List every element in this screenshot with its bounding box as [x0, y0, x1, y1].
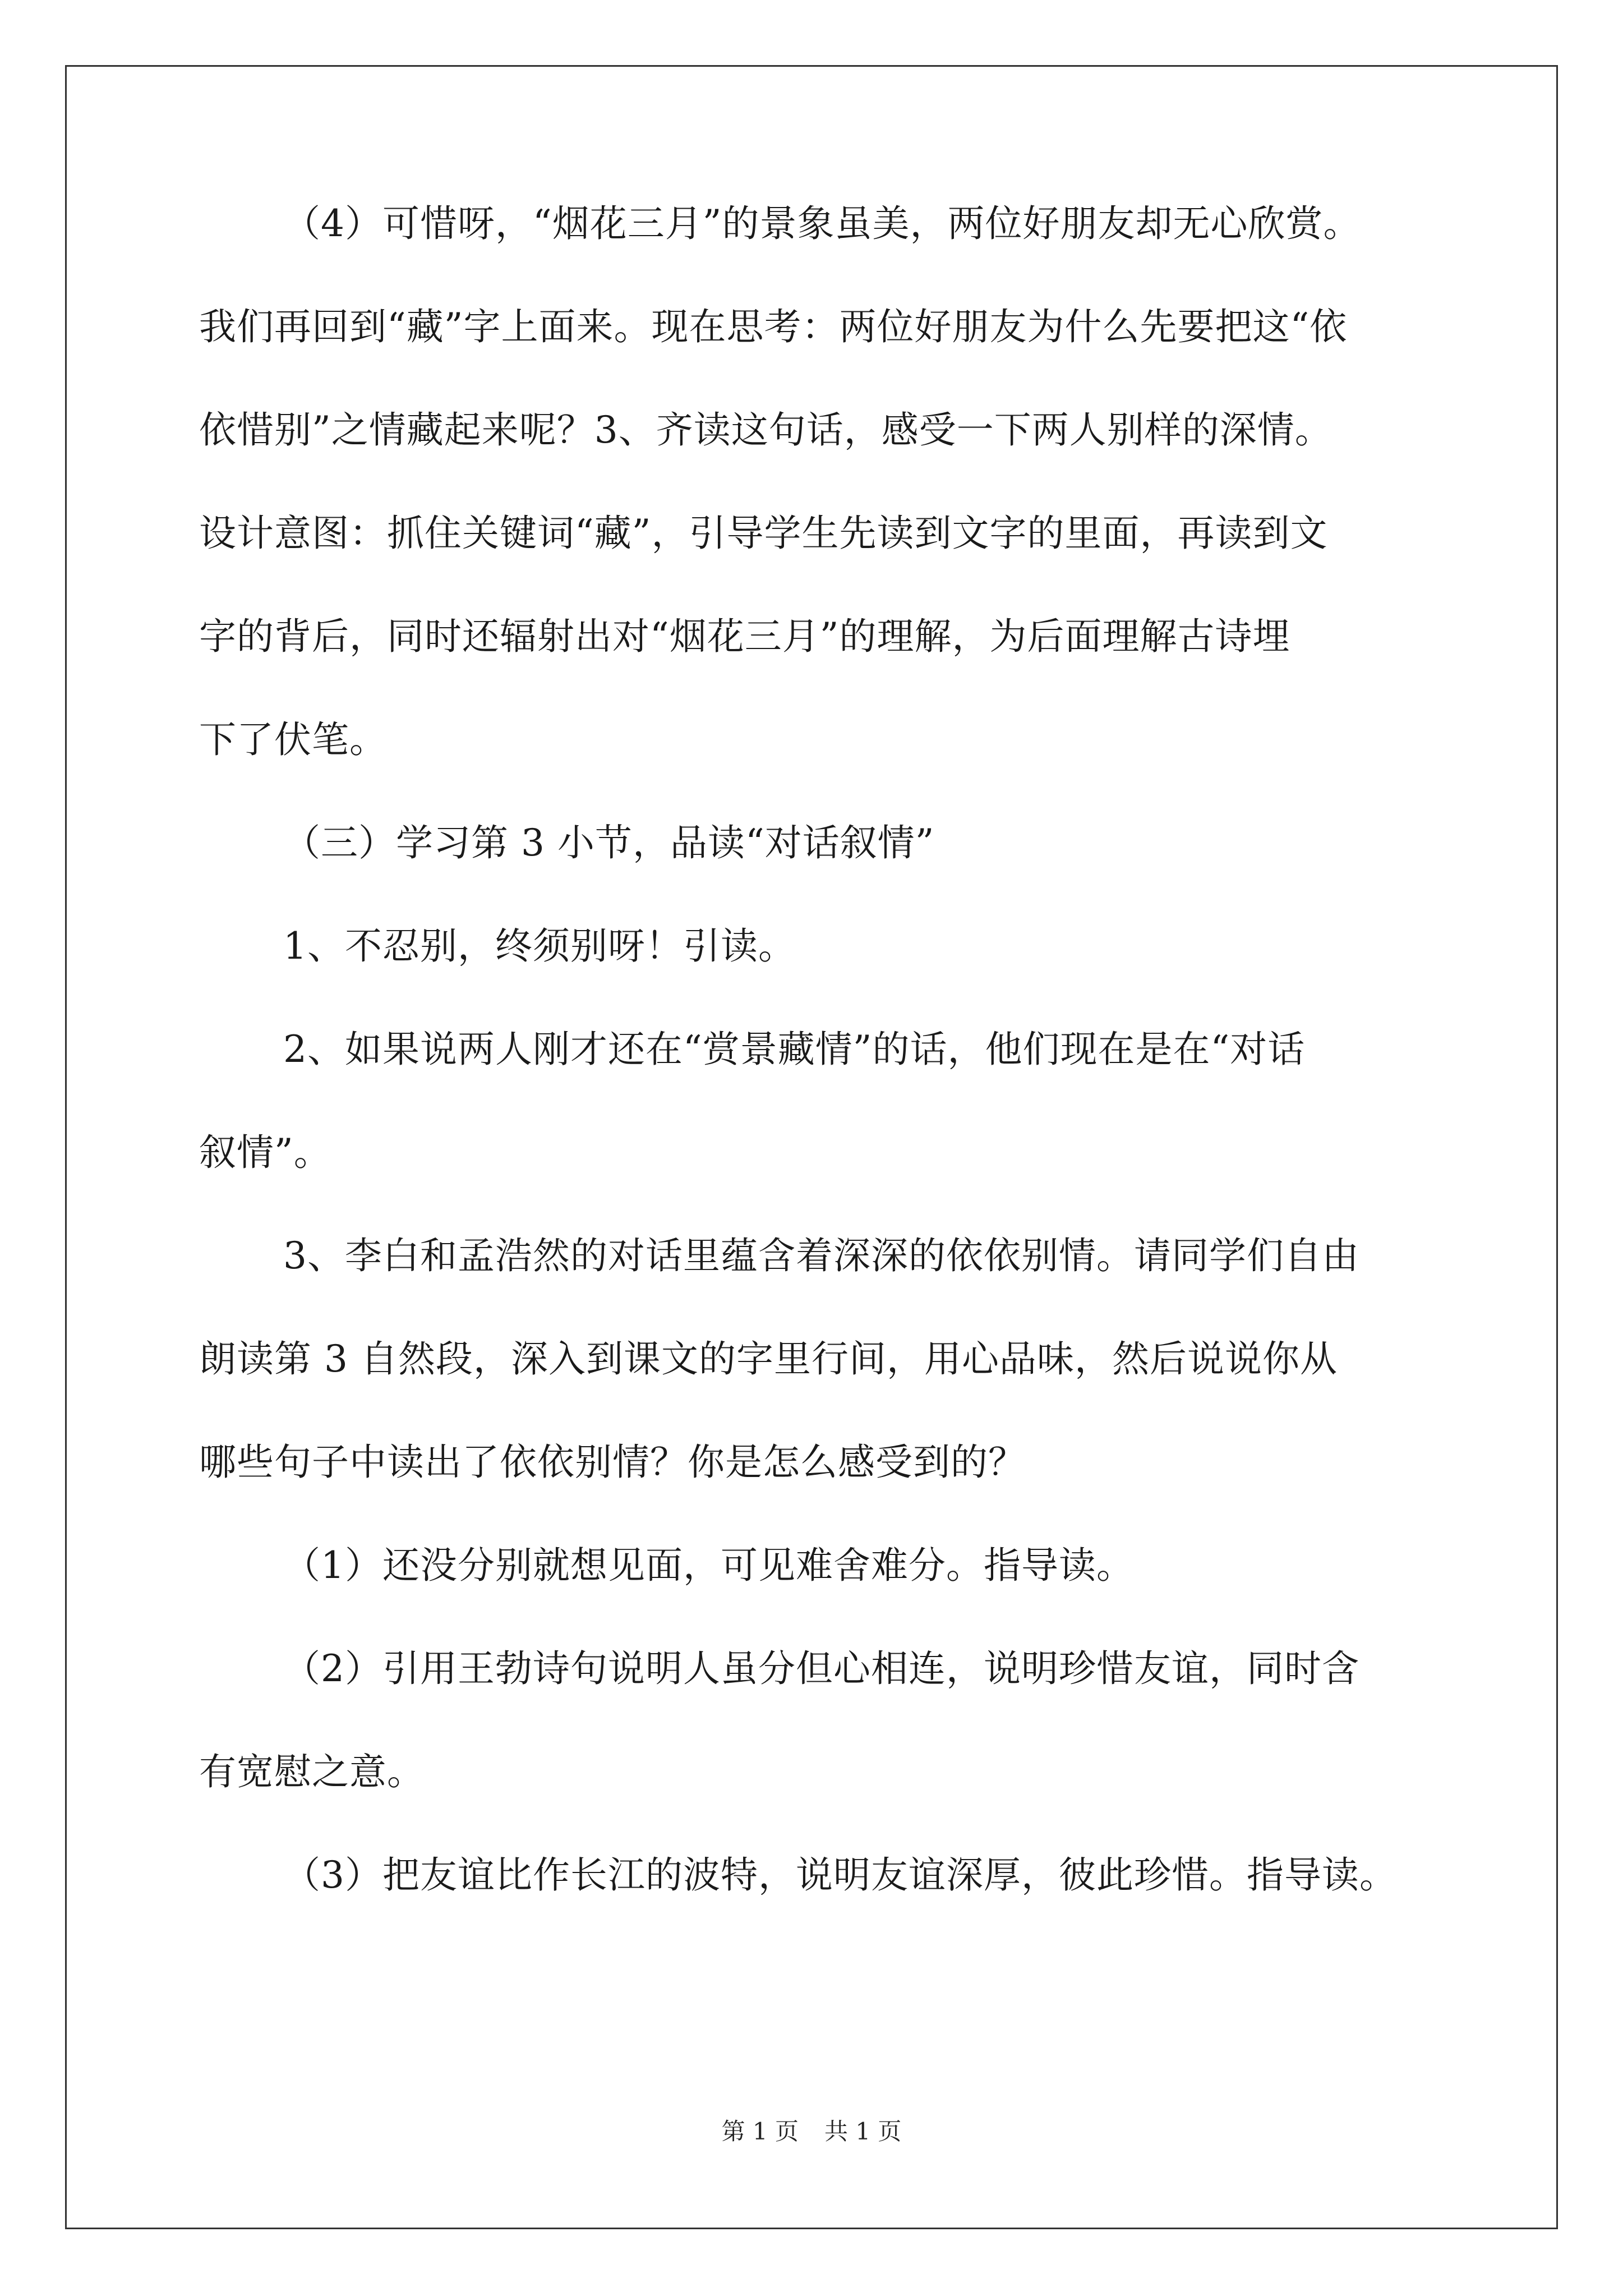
paragraph-line: 我们再回到“藏”字上面来。现在思考：两位好朋友为什么先要把这“依	[199, 305, 1348, 348]
paragraph-line: 依惜别”之情藏起来呢？3、齐读这句话，感受一下两人别样的深情。	[199, 408, 1332, 452]
paragraph-line: 1、不忍别，终须别呀！引读。	[283, 924, 796, 968]
paragraph-line: 哪些句子中读出了依依别情？你是怎么感受到的？	[199, 1441, 1026, 1484]
paragraph-line: （1）还没分别就想见面，可见难舍难分。指导读。	[283, 1544, 1134, 1587]
paragraph-line: 叙情”。	[199, 1131, 331, 1174]
document-body	[199, 199, 1450, 1954]
page-total: 共 1 页	[824, 2118, 902, 2145]
page-footer	[0, 2118, 1623, 2146]
paragraph-line: （3）把友谊比作长江的波特，说明友谊深厚，彼此珍惜。指导读。	[283, 1853, 1397, 1897]
paragraph-line: 2、如果说两人刚才还在“赏景藏情”的话，他们现在是在“对话	[283, 1028, 1306, 1071]
paragraph-line: 设计意图：抓住关键词“藏”，引导学生先读到文字的里面，再读到文	[199, 512, 1328, 555]
paragraph-line: 朗读第 3 自然段，深入到课文的字里行间，用心品味，然后说说你从	[199, 1337, 1338, 1381]
paragraph-line: （2）引用王勃诗句说明人虽分但心相连，说明珍惜友谊，同时含	[283, 1647, 1359, 1690]
section-heading: （三）学习第 3 小节，品读“对话叙情”	[283, 821, 935, 864]
paragraph-line: 3、李白和孟浩然的对话里蕴含着深深的依依别情。请同学们自由	[283, 1234, 1359, 1277]
paragraph-line: （4）可惜呀，“烟花三月”的景象虽美，两位好朋友却无心欣赏。	[283, 202, 1361, 245]
paragraph-line: 有宽慰之意。	[199, 1750, 425, 1793]
page-number: 第 1 页	[721, 2118, 799, 2145]
paragraph-line: 下了伏笔。	[199, 718, 387, 761]
paragraph-line: 字的背后，同时还辐射出对“烟花三月”的理解，为后面理解古诗埋	[199, 615, 1290, 658]
